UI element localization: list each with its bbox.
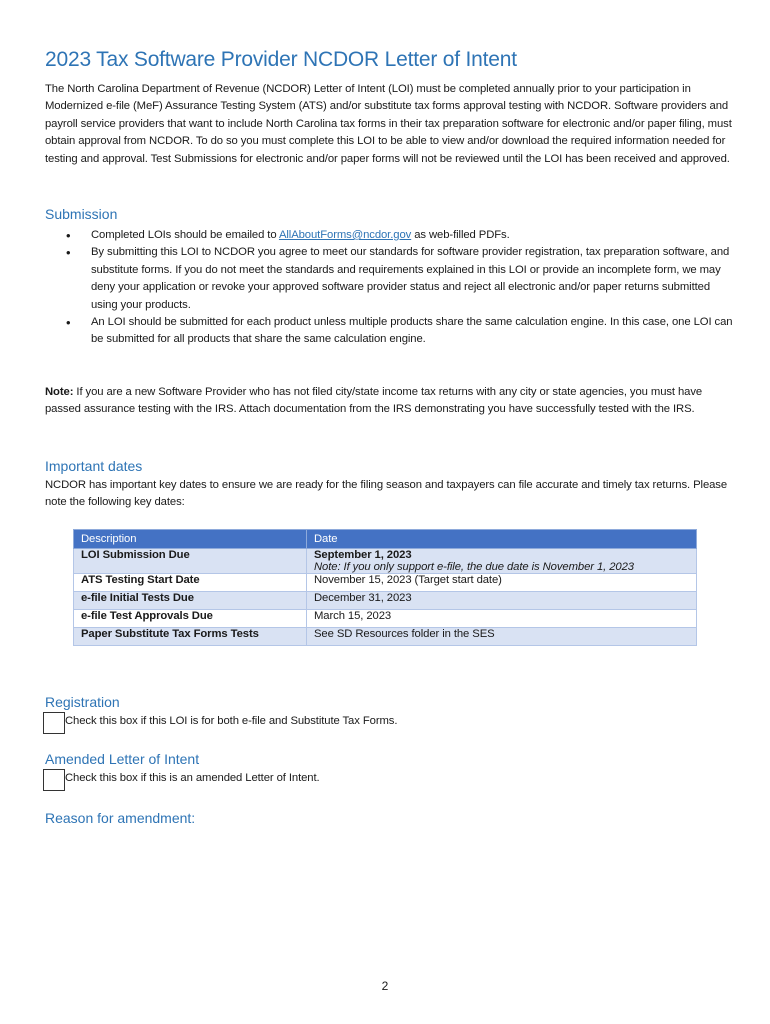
list-item <box>45 227 735 244</box>
important-dates-heading: Important dates <box>45 458 143 474</box>
column-header-description: Description <box>74 530 307 549</box>
list-item: • An LOI should be submitted for each product unless multiple products share the same calculation engine. In this case, one LOI can be submitted for all products that share the same calculation engine. <box>45 314 735 349</box>
intro-paragraph: The North Carolina Department of Revenue (NCDOR) Letter of Intent (LOI) must be completed annually prior to your participation in Modernized e-file (MeF) Assurance Testing System (ATS) and/or substitute tax forms approval testing with NCDOR. Software providers and payroll service providers that want to include North Carolina tax forms in their tax preparation software for electronic and/or paper filing, must obtain approval from NCDOR. To do so you must complete this LOI to be able to view and/or download the required information needed for testing and approval. Test Submissions for electronic and/or paper forms will not be reviewed until the LOI has been received and approved. <box>45 83 732 165</box>
bullet-text: as web-filled PDFs. <box>411 229 510 241</box>
submission-heading: Submission <box>45 206 118 222</box>
registration-heading: Registration <box>45 694 120 710</box>
amended-heading: Amended Letter of Intent <box>45 751 200 767</box>
table-row <box>74 592 697 610</box>
note-paragraph <box>45 384 735 419</box>
registration-checkbox-label: Check this box if this LOI is for both e-file and Substitute Tax Forms. <box>65 715 398 727</box>
note-text: If you are a new Software Provider who has not filed city/state income tax returns with any city or state agencies, you must have passed assurance testing with the IRS. Attach documentation from the IRS demonstrating you have successfully tested with the IRS. <box>45 386 703 416</box>
list-item: • By submitting this LOI to NCDOR you agree to meet our standards for software provider registration, tax preparation software, and substitute forms. If you do not meet the standards and requirements explained in this LOI or provide an incomplete form, we may deny your application or revoke your approved software provider status and reject all electronic and/or paper returns submitted using your products. <box>45 244 735 314</box>
bullet-text: Completed LOIs should be emailed to <box>91 229 279 241</box>
date-value: September 1, 2023 <box>314 549 412 561</box>
registration-checkbox[interactable] <box>43 712 65 734</box>
row-description: Paper Substitute Tax Forms Tests <box>74 628 307 646</box>
column-header-date: Date <box>307 530 697 549</box>
email-link[interactable]: AllAboutForms@ncdor.gov <box>278 229 412 241</box>
page-number: 2 <box>381 979 389 993</box>
amended-checkbox-label: Check this box if this is an amended Letter of Intent. <box>65 772 320 784</box>
row-description: LOI Submission Due <box>74 549 307 574</box>
important-dates-text: NCDOR has important key dates to ensure we are ready for the filing season and taxpayers can file accurate and timely tax returns. Please note the following key dates: <box>45 479 728 509</box>
table-row <box>74 574 697 592</box>
row-date: December 31, 2023 <box>307 592 697 610</box>
page-title: 2023 Tax Software Provider NCDOR Letter of Intent <box>45 48 517 71</box>
table-row <box>74 610 697 628</box>
table-row <box>74 628 697 646</box>
date-note: Note: If you only support e-file, the due date is November 1, 2023 <box>314 561 634 573</box>
amended-checkbox[interactable] <box>43 769 65 791</box>
row-date: See SD Resources folder in the SES <box>307 628 697 646</box>
row-date <box>307 549 697 574</box>
note-label: Note: <box>45 386 74 398</box>
row-date: March 15, 2023 <box>307 610 697 628</box>
table-header-row <box>74 530 697 549</box>
reason-heading: Reason for amendment: <box>45 810 196 826</box>
row-description: e-file Initial Tests Due <box>74 592 307 610</box>
table-row <box>74 549 697 574</box>
key-dates-table <box>73 529 697 646</box>
row-date: November 15, 2023 (Target start date) <box>307 574 697 592</box>
submission-list <box>45 227 735 349</box>
row-description: ATS Testing Start Date <box>74 574 307 592</box>
row-description: e-file Test Approvals Due <box>74 610 307 628</box>
